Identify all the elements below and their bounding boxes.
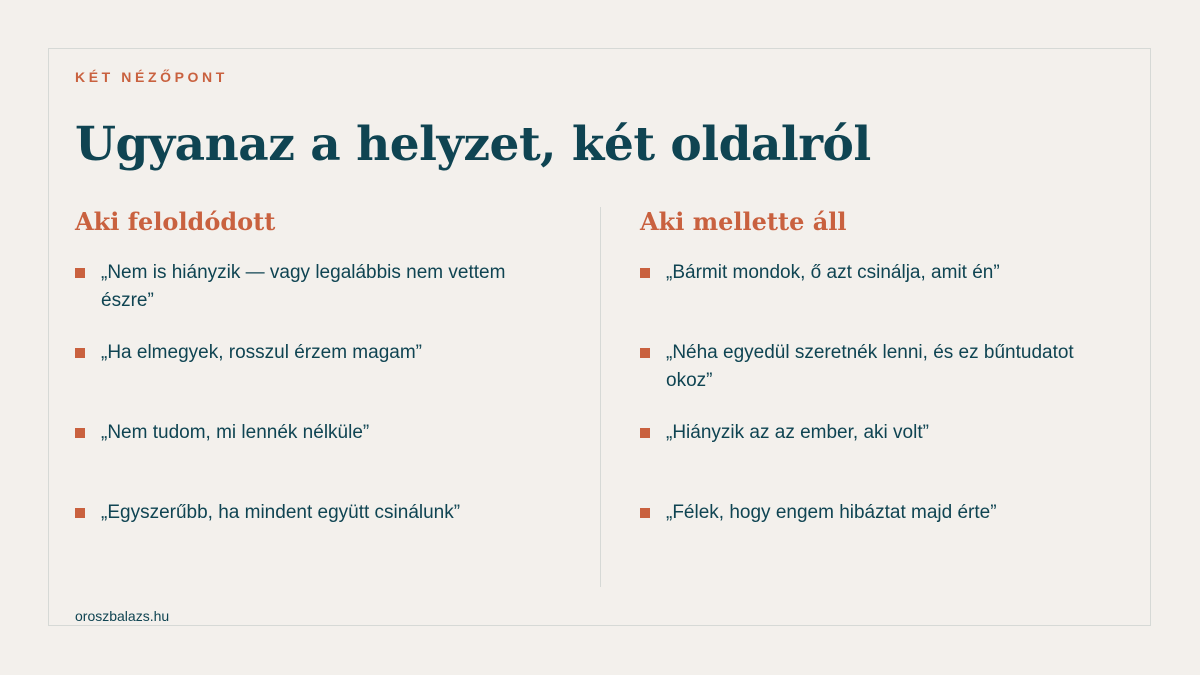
square-bullet-icon [640, 508, 650, 518]
square-bullet-icon [75, 508, 85, 518]
right-column-heading: Aki mellette áll [640, 207, 847, 236]
square-bullet-icon [640, 268, 650, 278]
square-bullet-icon [75, 348, 85, 358]
quote-text: „Egyszerűbb, ha mindent együtt csinálunk” [101, 502, 461, 523]
list-item [75, 419, 545, 479]
column-divider [600, 207, 601, 587]
slide-frame [48, 48, 1151, 626]
left-column [75, 204, 545, 523]
quote-text: „Nem is hiányzik — vagy legalábbis nem vettem észre” [101, 262, 506, 311]
list-item [75, 259, 545, 319]
quote-text: „Nem tudom, mi lennék nélküle” [101, 422, 370, 443]
square-bullet-icon [75, 428, 85, 438]
list-item [75, 339, 545, 399]
quote-text: „Ha elmegyek, rosszul érzem magam” [101, 342, 422, 363]
square-bullet-icon [75, 268, 85, 278]
list-item [640, 499, 1110, 559]
quote-text: „Néha egyedül szeretnék lenni, és ez bűntudatot okoz” [666, 342, 1074, 391]
eyebrow-label: KÉT NÉZŐPONT [75, 69, 228, 85]
list-item [640, 259, 1110, 319]
quote-text: „Hiányzik az az ember, aki volt” [666, 422, 929, 443]
left-column-heading: Aki feloldódott [75, 207, 276, 236]
quote-text: „Bármit mondok, ő azt csinálja, amit én” [666, 262, 1000, 283]
list-item [640, 419, 1110, 479]
slide-title: Ugyanaz a helyzet, két oldalról [75, 117, 871, 172]
list-item [640, 339, 1110, 399]
list-item [75, 499, 545, 559]
footer-website: oroszbalazs.hu [75, 608, 170, 624]
right-column [640, 204, 1110, 523]
square-bullet-icon [640, 348, 650, 358]
square-bullet-icon [640, 428, 650, 438]
quote-text: „Félek, hogy engem hibáztat majd érte” [666, 502, 997, 523]
